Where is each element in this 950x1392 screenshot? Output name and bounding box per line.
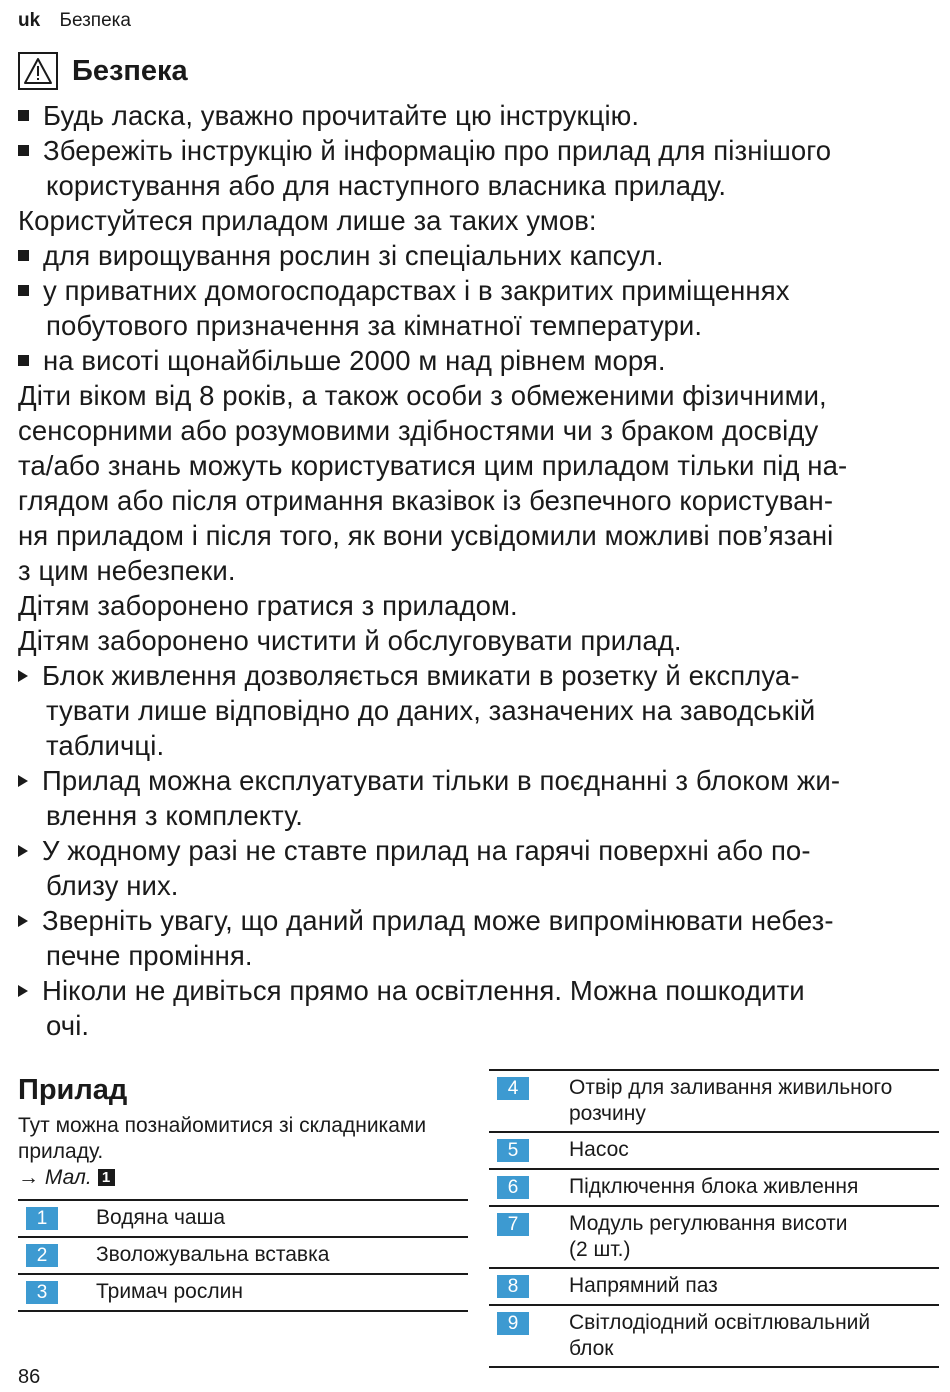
text-line [18,588,933,623]
figure-ref-text: Мал. [44,1166,92,1189]
part-number-badge: 6 [497,1176,529,1199]
safety-title: Безпека [72,54,188,87]
device-title: Прилад [18,1074,128,1106]
line-text: та/або знань можуть користуватися цим приладом тільки під на- [18,450,848,481]
text-line [18,658,933,693]
language-code: uk [18,10,41,31]
page-header [18,10,131,32]
line-text: Блок живлення дозволяється вмикати в розетку й експлуа- [42,660,800,691]
warning-icon [18,52,58,90]
arrow-icon: → [18,1166,39,1189]
part-label: Насос [569,1138,629,1161]
square-bullet-icon [18,110,29,121]
triangle-bullet-icon [18,670,28,682]
part-label: Отвір для заливання живильного розчину [569,1076,893,1125]
text-line [18,273,933,308]
square-bullet-icon [18,285,29,296]
text-line [18,1008,933,1043]
header-section: Безпека [59,10,131,31]
line-text: Збережіть інструкцію й інформацію про прилад для пізнішого [43,135,832,166]
line-text: Ніколи не дивіться прямо на освітлення. Можна пошкодити [42,975,805,1006]
part-row [489,1133,939,1170]
text-line [18,168,933,203]
text-line [18,413,933,448]
text-line [18,308,933,343]
part-number-badge: 3 [26,1281,58,1304]
part-row [489,1207,939,1269]
text-line [18,833,933,868]
text-line [18,728,933,763]
part-number-badge: 1 [26,1207,58,1230]
text-line [18,763,933,798]
text-line [18,868,933,903]
text-line [18,553,933,588]
line-text: тувати лише відповідно до даних, зазначених на заводській [46,695,816,726]
line-text: У жодному разі не ставте прилад на гарячі поверхні або по- [42,835,811,866]
line-text: табличці. [46,730,165,761]
line-text: очі. [46,1010,90,1041]
line-text: Будь ласка, уважно прочитайте цю інструкцію. [43,100,640,131]
text-line [18,693,933,728]
text-line [18,238,933,273]
part-label: Водяна чаша [96,1206,226,1229]
part-number-badge: 8 [497,1275,529,1298]
text-line [18,518,933,553]
line-text: Зверніть увагу, що даний прилад може випромінювати небез- [42,905,834,936]
square-bullet-icon [18,145,29,156]
part-label: Модуль регулювання висоти (2 шт.) [569,1212,848,1261]
line-text: Користуйтеся приладом лише за таких умов: [18,205,597,236]
square-bullet-icon [18,355,29,366]
line-text: влення з комплекту. [46,800,304,831]
part-row [489,1306,939,1368]
part-number-badge: 7 [497,1213,529,1236]
part-label: Зволожувальна вставка [96,1243,330,1266]
part-number-badge: 4 [497,1077,529,1100]
triangle-bullet-icon [18,775,28,787]
part-label: Підключення блока живлення [569,1175,859,1198]
line-text: на висоті щонайбільше 2000 м над рівнем моря. [43,345,666,376]
part-label: Світлодіодний освітлювальний блок [569,1311,871,1360]
text-line [18,98,933,133]
text-line [18,973,933,1008]
part-number-badge: 2 [26,1244,58,1267]
triangle-bullet-icon [18,845,28,857]
square-bullet-icon [18,250,29,261]
line-text: ня приладом і після того, як вони усвідомили можливі пов’язані [18,520,834,551]
text-line [18,903,933,938]
parts-table-right [489,1069,939,1368]
part-label: Тримач рослин [96,1280,243,1303]
part-row [18,1201,468,1238]
part-row [18,1238,468,1275]
line-text: у приватних домогосподарствах і в закритих приміщеннях [43,275,790,306]
part-number-badge: 5 [497,1139,529,1162]
line-text: для вирощування рослин зі спеціальних капсул. [43,240,664,271]
part-label: Напрямний паз [569,1274,718,1297]
part-row [489,1170,939,1207]
device-intro [18,1113,426,1191]
text-line [18,203,933,238]
line-text: сенсорними або розумовими здібностями чи з браком досвіду [18,415,819,446]
text-line [18,938,933,973]
intro-line-2: приладу. [18,1140,104,1163]
figure-reference [18,1165,426,1191]
line-text: з цим небезпеки. [18,555,236,586]
text-line [18,448,933,483]
part-row [489,1269,939,1306]
part-row [18,1275,468,1312]
part-number-badge: 9 [497,1312,529,1335]
intro-line-1: Тут можна познайомитися зі складниками [18,1114,427,1137]
line-text: побутового призначення за кімнатної температури. [46,310,703,341]
figure-number-badge: 1 [98,1169,115,1186]
line-text: Діти віком від 8 років, а також особи з обмеженими фізичними, [18,380,827,411]
line-text: близу них. [46,870,179,901]
line-text: Дітям заборонено чистити й обслуговувати прилад. [18,625,682,656]
triangle-bullet-icon [18,985,28,997]
text-line [18,483,933,518]
part-row [489,1071,939,1133]
parts-table-left [18,1199,468,1312]
text-line [18,133,933,168]
line-text: Дітям заборонено гратися з приладом. [18,590,518,621]
line-text: Прилад можна експлуатувати тільки в поєднанні з блоком жи- [42,765,841,796]
safety-text [18,98,933,1043]
text-line [18,623,933,658]
safety-heading [18,52,188,90]
line-text: користування або для наступного власника приладу. [46,170,727,201]
text-line [18,798,933,833]
line-text: глядом або після отримання вказівок із безпечного користуван- [18,485,834,516]
triangle-bullet-icon [18,915,28,927]
text-line [18,343,933,378]
text-line [18,378,933,413]
page-number: 86 [18,1366,41,1388]
line-text: печне проміння. [46,940,253,971]
